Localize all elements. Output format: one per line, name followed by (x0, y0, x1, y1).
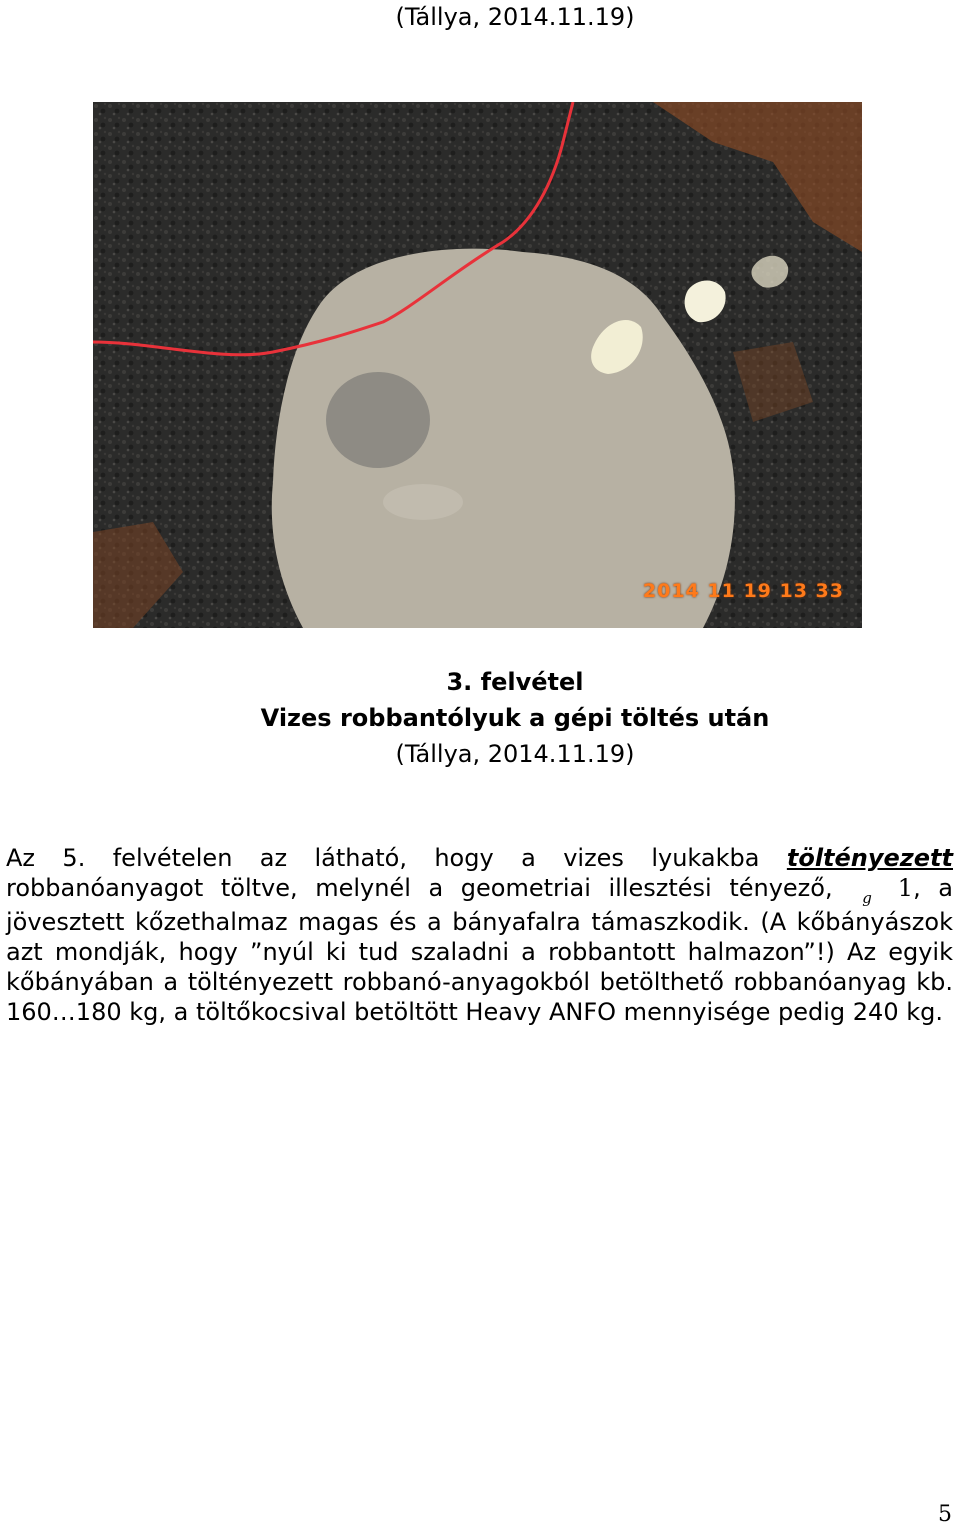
paragraph-text: Az 5. felvételen az látható, hogy a vizes lyukakba (6, 844, 787, 872)
formula-subscript: g (862, 889, 872, 908)
photo-illustration (93, 102, 862, 628)
formula-value: 1 (897, 874, 914, 903)
figure-place-date: (Tállya, 2014.11.19) (395, 740, 635, 768)
figure-number: 3. felvétel (446, 668, 584, 696)
emphasized-term: töltényezett (786, 844, 953, 872)
photo-timestamp: 2014 11 19 13 33 (642, 580, 844, 602)
body-paragraph (6, 843, 953, 1028)
paragraph-text: robbanóanyagot töltve, melynél a geometriai illesztési tényező, (6, 874, 851, 903)
blasthole-photo (93, 102, 862, 628)
paragraph-text: , a jövesztett kőzethalmaz magas és a bányafalra támaszkodik. (A kőbányászok azt mondják, hogy ”nyúl ki tud szaladni a robbantott halmazon”!) Az egyik kőbányában a töltényezett robbanó-anyagokból betölthető robbanóanyag kb. 160…180 kg, a töltőkocsival betöltött Heavy ANFO mennyisége pedig 240 kg. (6, 874, 954, 1027)
water-reflection (383, 484, 463, 520)
figure-caption (0, 664, 960, 772)
top-caption: (Tállya, 2014.11.19) (395, 3, 635, 31)
formula (850, 874, 914, 908)
figure-title: Vizes robbantólyuk a gépi töltés után (260, 704, 770, 732)
hole-shadow (326, 372, 430, 468)
page-number: 5 (938, 1502, 952, 1527)
